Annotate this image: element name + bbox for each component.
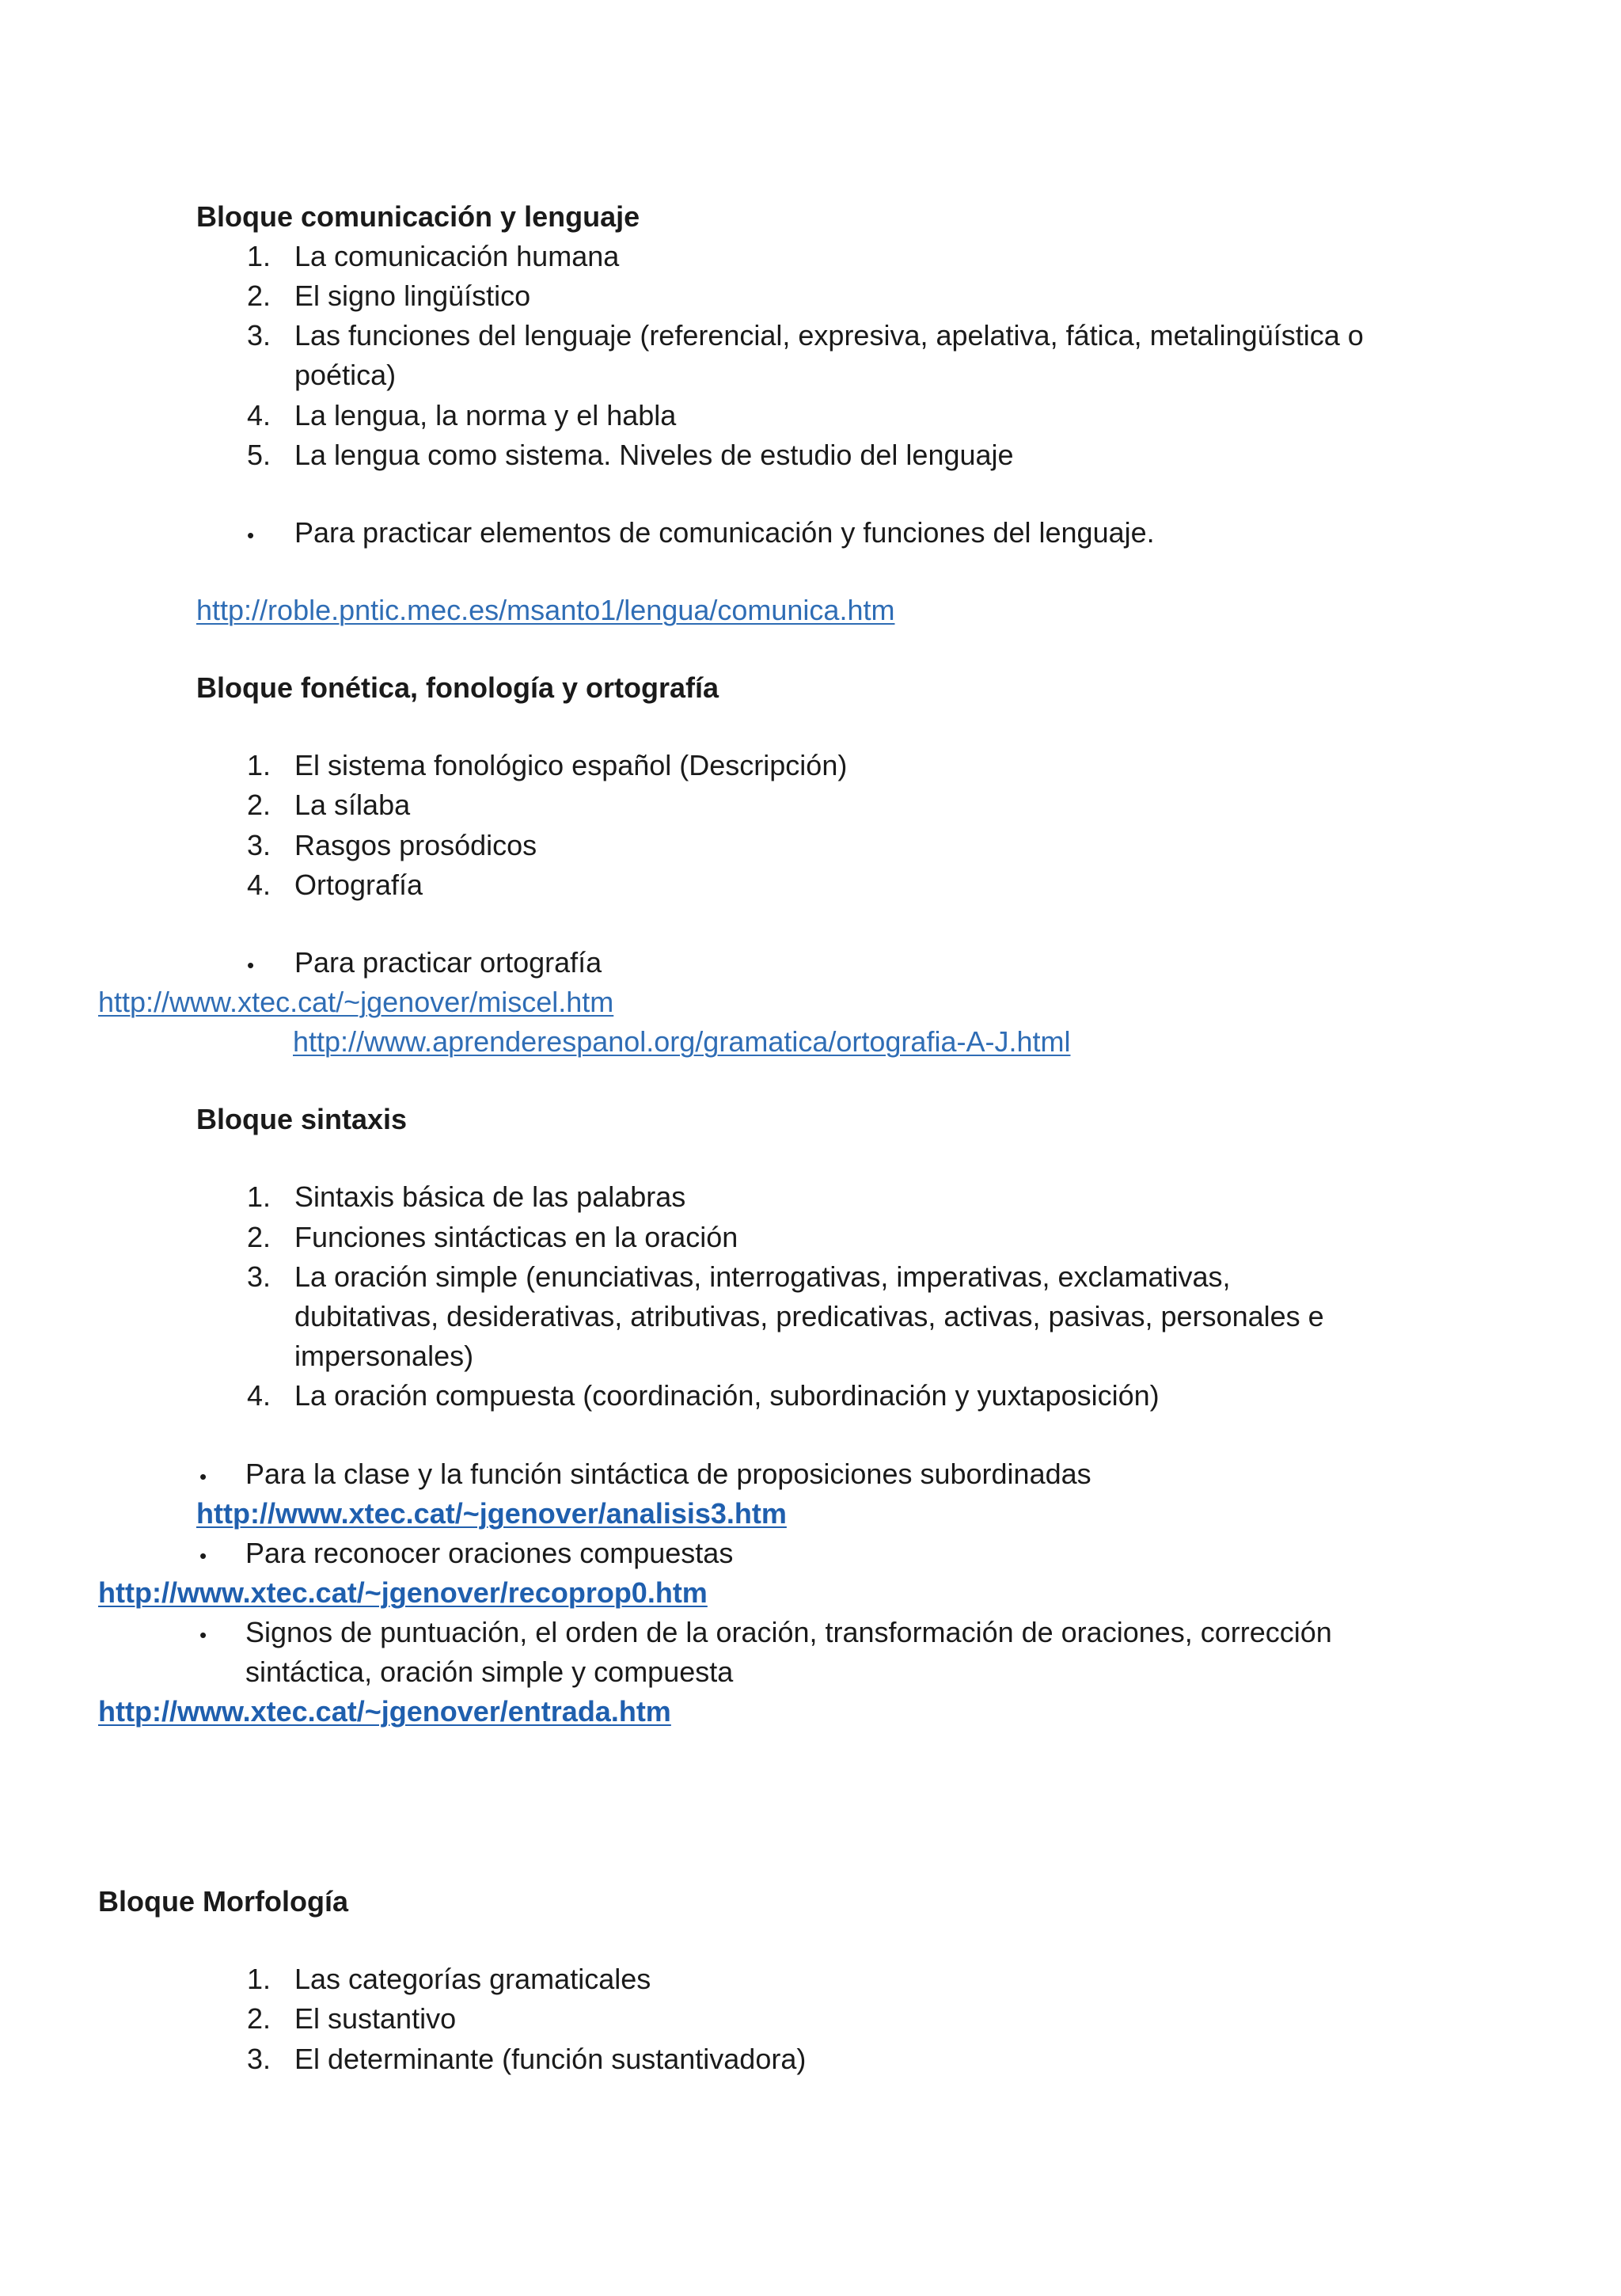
list-item: La oración simple (enunciativas, interrogativas, imperativas, exclamativas, (294, 1260, 1231, 1293)
list-item: La oración compuesta (coordinación, subordinación y yuxtaposición) (294, 1379, 1160, 1412)
list-number: 1. (246, 1180, 271, 1213)
bullet-icon: • (247, 953, 255, 977)
link-recoprop0[interactable]: http://www.xtec.cat/~jgenover/recoprop0.htm (98, 1576, 708, 1609)
heading-morfologia: Bloque Morfología (98, 1885, 348, 1918)
list-number: 3. (246, 1260, 271, 1293)
bullet-item-continuation: sintáctica, oración simple y compuesta (245, 1655, 734, 1688)
bullet-item: Para practicar elementos de comunicación y funciones del lenguaje. (294, 516, 1155, 549)
link-comunica[interactable]: http://roble.pntic.mec.es/msanto1/lengua/comunica.htm (196, 594, 895, 626)
link-aprenderespanol[interactable]: http://www.aprenderespanol.org/gramatica/ortografia-A-J.html (293, 1025, 1071, 1058)
list-item: La lengua como sistema. Niveles de estudio del lenguaje (294, 439, 1014, 471)
bullet-item: Signos de puntuación, el orden de la oración, transformación de oraciones, corrección (245, 1616, 1332, 1648)
bullet-icon: • (247, 523, 255, 547)
list-number: 1. (246, 749, 271, 781)
link-entrada[interactable]: http://www.xtec.cat/~jgenover/entrada.htm (98, 1695, 671, 1728)
list-item: El signo lingüístico (294, 279, 531, 312)
list-item-continuation: dubitativas, desiderativas, atributivas, predicativas, activas, pasivas, personales e (294, 1300, 1324, 1332)
list-item: La comunicación humana (294, 240, 620, 272)
list-number: 3. (246, 829, 271, 861)
list-item: El determinante (función sustantivadora) (294, 2043, 807, 2075)
list-number: 2. (246, 1221, 271, 1253)
list-number: 4. (246, 1379, 271, 1412)
list-number: 1. (246, 240, 271, 272)
list-item: Rasgos prosódicos (294, 829, 537, 861)
list-item: Ortografía (294, 869, 423, 901)
list-item-continuation: impersonales) (294, 1340, 474, 1372)
list-number: 2. (246, 2002, 271, 2035)
list-item: Funciones sintácticas en la oración (294, 1221, 738, 1253)
list-number: 2. (246, 789, 271, 821)
list-number: 3. (246, 2043, 271, 2075)
list-number: 5. (246, 439, 271, 471)
heading-fonetica: Bloque fonética, fonología y ortografía (196, 671, 719, 704)
list-number: 4. (246, 869, 271, 901)
bullet-icon: • (199, 1465, 207, 1488)
heading-sintaxis: Bloque sintaxis (196, 1103, 408, 1135)
list-item-continuation: poética) (294, 359, 397, 391)
list-item: La lengua, la norma y el habla (294, 399, 677, 431)
link-miscel[interactable]: http://www.xtec.cat/~jgenover/miscel.htm (98, 986, 614, 1018)
list-item: El sustantivo (294, 2002, 457, 2035)
bullet-icon: • (199, 1544, 207, 1568)
list-item: Las funciones del lenguaje (referencial, expresiva, apelativa, fática, metalingüística o (294, 319, 1364, 352)
list-number: 3. (246, 319, 271, 352)
list-item: El sistema fonológico español (Descripción) (294, 749, 848, 781)
list-number: 1. (246, 1963, 271, 1995)
link-analisis3[interactable]: http://www.xtec.cat/~jgenover/analisis3.htm (196, 1497, 787, 1530)
bullet-item: Para practicar ortografía (294, 946, 602, 979)
list-item: Sintaxis básica de las palabras (294, 1180, 686, 1213)
bullet-item: Para reconocer oraciones compuestas (245, 1537, 734, 1569)
list-number: 4. (246, 399, 271, 431)
list-number: 2. (246, 279, 271, 312)
bullet-icon: • (199, 1623, 207, 1647)
list-item: Las categorías gramaticales (294, 1963, 651, 1995)
heading-comunicacion: Bloque comunicación y lenguaje (196, 200, 640, 233)
bullet-item: Para la clase y la función sintáctica de proposiciones subordinadas (245, 1458, 1091, 1490)
list-item: La sílaba (294, 789, 411, 821)
